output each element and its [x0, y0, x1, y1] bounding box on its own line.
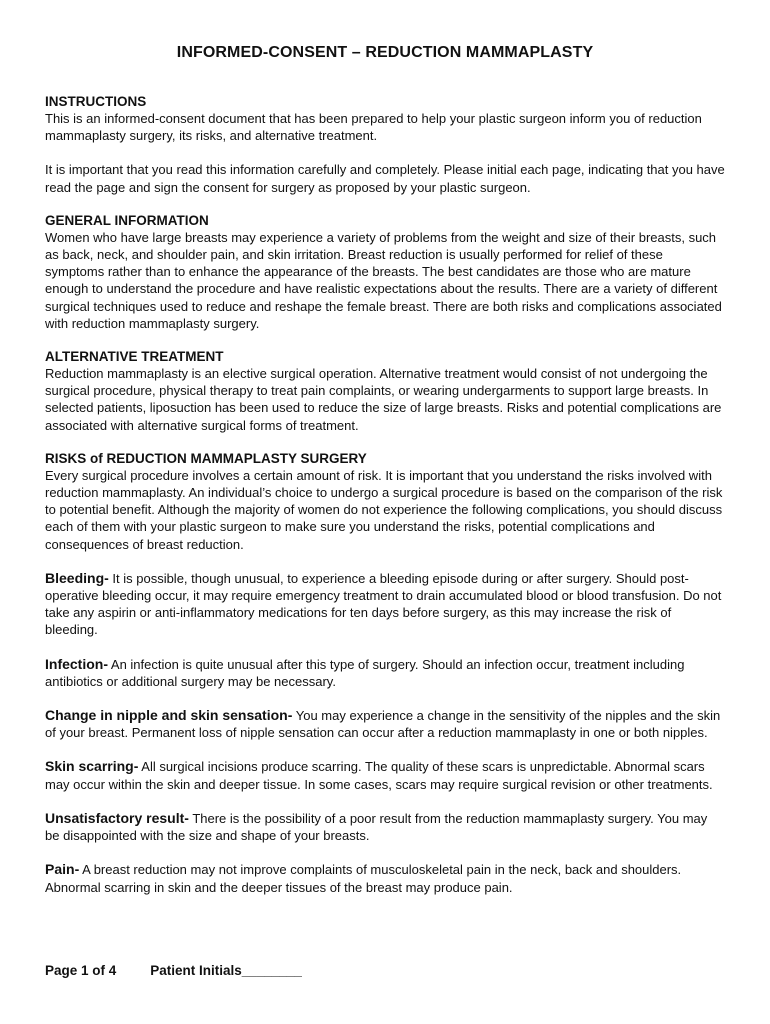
risk-item-nipple-sensation: [45, 707, 725, 741]
risk-description: An infection is quite unusual after this type of surgery. Should an infection occur, treatment including antibiotics or additional surgery may be necessary.: [45, 656, 685, 689]
section-heading: INSTRUCTIONS: [45, 94, 147, 109]
risk-description: A breast reduction may not improve complaints of musculoskeletal pain in the neck, back and shoulders. Abnormal scarring in skin and the deeper tissues of the breast may produce pain.: [45, 862, 682, 895]
section-paragraph: Women who have large breasts may experience a variety of problems from the weight and size of their breasts, such as back, neck, and shoulder pain, and skin irritation. Breast reduction is usually performed for relief of these symptoms rather than to enhance the appearance of the breasts. The best candidates are those who are mature enough to understand the procedure and have realistic expectations about the results. There are a variety of different surgical techniques used to reduce and reshape the female breast. There are both risks and complications associated with reduction mammaplasty surgery.: [45, 229, 722, 331]
risk-description: You may experience a change in the sensitivity of the nipples and the skin of your breast. Permanent loss of nipple sensation can occur after a reduction mammaplasty in one or both nipples.: [45, 708, 721, 741]
risk-item-bleeding: [45, 570, 725, 639]
section-instructions: [45, 93, 725, 196]
document-title: INFORMED-CONSENT – REDUCTION MAMMAPLASTY: [176, 44, 594, 61]
risk-term: Change in nipple and skin sensation-: [45, 707, 293, 724]
patient-initials-field[interactable]: Patient Initials________: [150, 963, 302, 978]
page-footer: [45, 963, 302, 978]
section-paragraph: Reduction mammaplasty is an elective surgical operation. Alternative treatment would consist of not undergoing the surgical procedure, physical therapy to treat pain complaints, or wearing undergarments to support large breasts. In selected patients, liposuction has been used to reduce the size of large breasts. Risks and potential complications are associated with alternative surgical forms of treatment.: [45, 366, 722, 433]
section-heading: GENERAL INFORMATION: [45, 212, 209, 228]
section-paragraph: It is important that you read this information carefully and completely. Please initial each page, indicating that you have read the page and sign the consent for surgery as proposed by your plastic surgeon.: [45, 162, 725, 195]
section-heading: ALTERNATIVE TREATMENT: [45, 349, 224, 365]
risk-term: Bleeding-: [45, 569, 109, 586]
section-heading: RISKS of REDUCTION MAMMAPLASTY SURGERY: [45, 450, 367, 466]
risk-description: There is the possibility of a poor result from the reduction mammaplasty surgery. You may be disappointed with the size and shape of your breasts.: [45, 810, 708, 844]
document-page: [45, 44, 725, 913]
risk-term: Infection-: [45, 655, 108, 672]
section-paragraph: Every surgical procedure involves a certain amount of risk. It is important that you understand the risks involved with reduction mammaplasty. An individual’s choice to undergo a surgical procedure is based on the comparison of the risk to potential benefit. Although the majority of women do not experience the following complications, you should discuss each of them with your plastic surgeon to make sure you understand the risks, potential complications and consequences of breast reduction.: [45, 467, 723, 552]
section-risks: [45, 450, 725, 553]
risk-term: Pain-: [45, 861, 80, 878]
risk-term: Skin scarring-: [45, 758, 139, 775]
page-number: Page 1 of 4: [45, 963, 117, 978]
risk-description: It is possible, though unusual, to experience a bleeding episode during or after surgery. Should post-operative bleeding occur, it may require emergency treatment to drain accumulated blood or blood transfusion. Do not take any aspirin or anti-inflammatory medications for ten days before surgery, as this may increase the risk of bleeding.: [45, 570, 722, 638]
risk-item-unsatisfactory-result: [45, 810, 725, 844]
section-general-information: [45, 212, 725, 332]
risk-description: All surgical incisions produce scarring. The quality of these scars is unpredictable. Abnormal scars may occur within the skin and deeper tissue. In some cases, scars may require surgical revision or other treatments.: [45, 759, 713, 792]
section-paragraph: This is an informed-consent document that has been prepared to help your plastic surgeon inform you of reduction mammaplasty surgery, its risks, and alternative treatment.: [45, 111, 702, 144]
risk-item-infection: [45, 656, 725, 690]
section-alternative-treatment: [45, 348, 725, 434]
risk-item-pain: [45, 861, 725, 895]
risk-item-skin-scarring: [45, 758, 725, 792]
risk-term: Unsatisfactory result-: [45, 809, 189, 826]
